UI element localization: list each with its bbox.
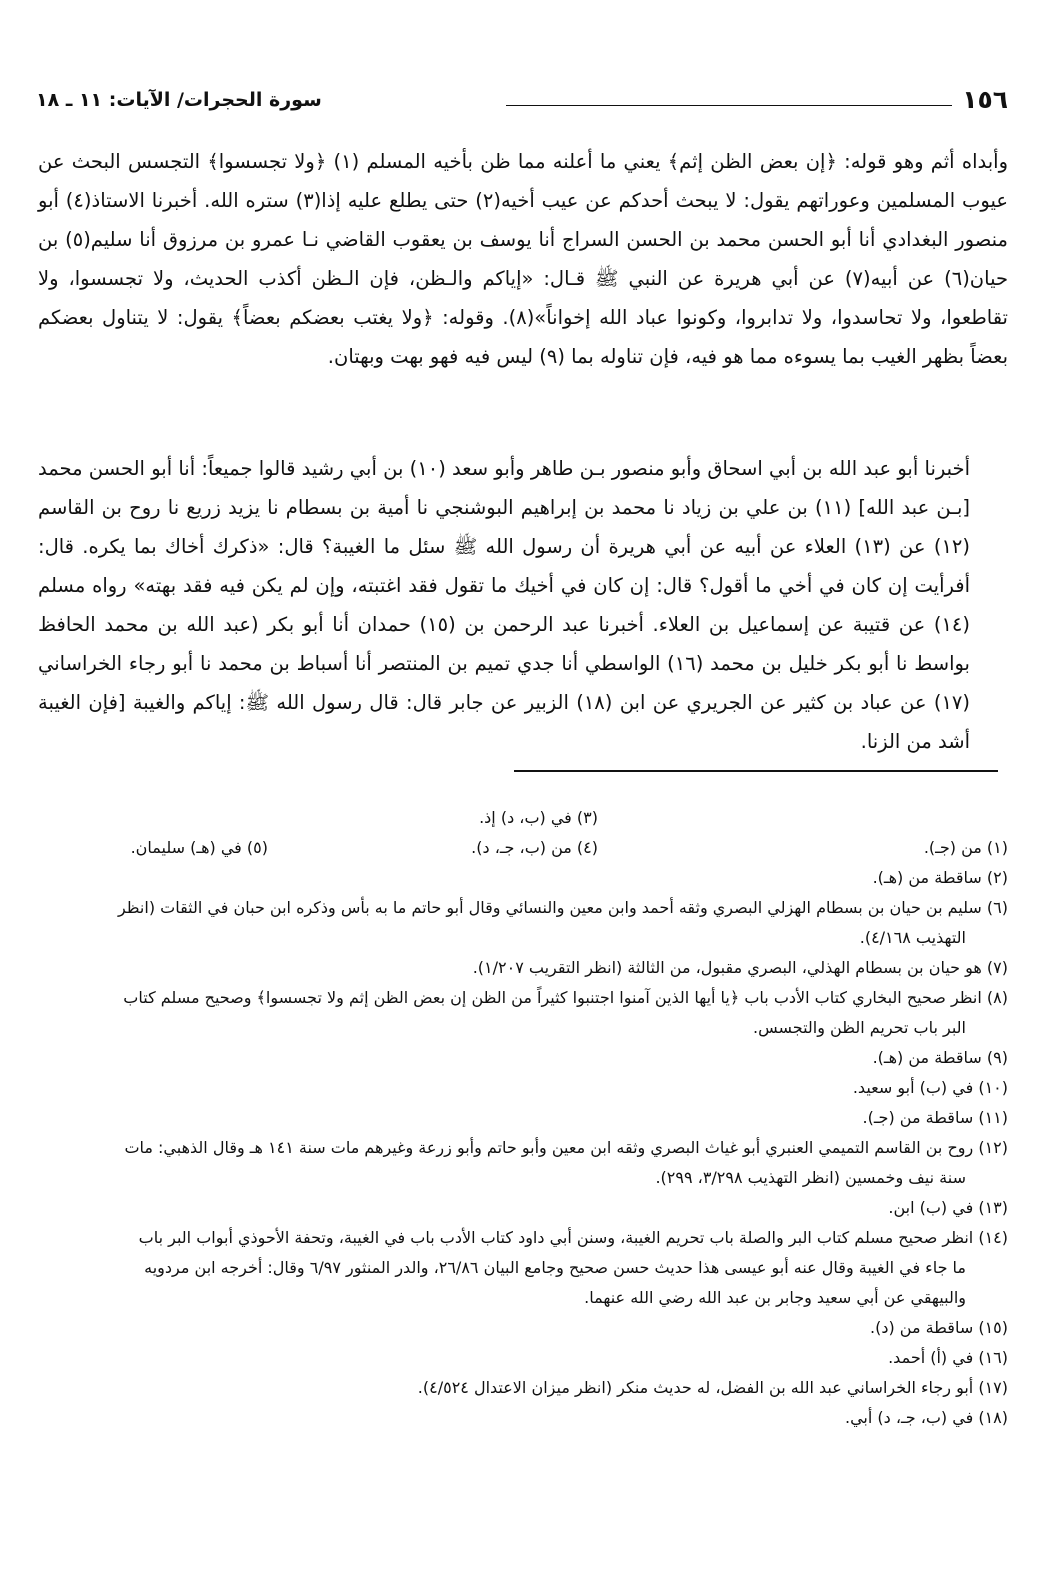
header-rule	[506, 105, 952, 106]
running-title: سورة الحجرات/ الآيات: ١١ ـ ١٨	[36, 89, 322, 111]
page-header	[36, 78, 1008, 122]
footnote-row	[36, 863, 1008, 893]
footnote-8: (٨) انظر صحيح البخاري كتاب الأدب باب ﴿يا أيها الذين آمنوا اجتنبوا كثيراً من الظن إن بعض الظن إثم ولا تجسسوا﴾ وصحيح مسلم كتاب	[123, 988, 1008, 1007]
footnote-8-continuation: البر باب تحريم الظن والتجسس.	[752, 1018, 966, 1037]
body-paragraph-1	[38, 142, 1008, 376]
footnote-12-continuation: سنة نيف وخمسين (انظر التهذيب ٣/٢٩٨، ٢٩٩).	[655, 1168, 966, 1187]
footnotes	[36, 803, 1008, 1433]
paragraph-text: أخبرنا أبو عبد الله بن أبي اسحاق وأبو منصور بـن طاهر وأبو سعد (١٠) بن أبي رشيد قالوا جميعاً: أنا أبو الحسن محمد [بـن عبد الله] (١١) بن علي بن زياد نا محمد بن إبراهيم البوشنجي نا أمية بن بسطام نا يزيد زريع نا روح بن القاسم (١٢) عن (١٣) العلاء عن أبيه عن أبي هريرة أن رسول الله ﷺ سئل ما الغيبة؟ قال: «ذكرك أخاك بما يكره. قال: أفرأيت إن كان في أخي ما أقول؟ قال: إن كان في أخيك ما تقول فقد اغتبته، وإن لم يكن فيه فقد بهته» رواه مسلم (١٤) عن قتيبة عن إسماعيل بن العلاء. أخبرنا عبد الرحمن بن (١٥) حمدان أنا أبو بكر (عبد الله بن محمد الحافظ بواسط نا أبو بكر خليل بن محمد (١٦) الواسطي أنا جدي تميم بن المنتصر أنا أسباط بن محمد نا أبو رجاء الخراساني (١٧) عن عباد بن كثير عن الجريري عن ابن (١٨) الزبير عن جابر قال: قال رسول الله ﷺ: إياكم والغيبة [فإن الغيبة أشد من الزنا.	[38, 457, 970, 753]
footnote-14-continuation: ما جاء في الغيبة وقال عنه أبو عيسى هذا حديث حسن صحيح وجامع البيان ٢٦/٨٦، والدر المنثور ٦/٩٧ وقال: أخرجه ابن مردويه	[144, 1258, 966, 1277]
footnote-row	[36, 833, 1008, 863]
footnote-15: (١٥) ساقطة من (د).	[869, 1318, 1008, 1337]
footnote-11: (١١) ساقطة من (جـ).	[862, 1108, 1008, 1127]
footnote-5: (٥) في (هـ) سليمان.	[130, 838, 268, 857]
footnote-row	[36, 803, 1008, 833]
footnote-17: (١٧) أبو رجاء الخراساني عبد الله بن الفضل، له حديث منكر (انظر ميزان الاعتدال ٤/٥٢٤).	[417, 1378, 1008, 1397]
footnote-2: (٢) ساقطة من (هـ).	[872, 868, 1008, 887]
footnote-12: (١٢) روح بن القاسم التميمي العنبري أبو غياث البصري وثقه ابن معين وأبو حاتم وأبو زرعة وغيرهم مات سنة ١٤١ هـ وقال الذهبي: مات	[124, 1138, 1008, 1157]
footnote-6-continuation: التهذيب ٤/١٦٨).	[859, 928, 966, 947]
footnote-separator	[514, 770, 998, 772]
body-paragraph-2	[38, 449, 1008, 761]
footnote-13: (١٣) في (ب) ابن.	[888, 1198, 1008, 1217]
footnote-14-continuation: والبيهقي عن أبي سعيد وجابر بن عبد الله رضي الله عنهما.	[584, 1288, 966, 1307]
footnote-4: (٤) من (ب، جـ، د).	[471, 838, 598, 857]
paragraph-text: وأبداه أثم وهو قوله: ﴿إن بعض الظن إثم﴾ يعني ما أعلنه مما ظن بأخيه المسلم (١) ﴿ولا تجسسوا﴾ التجسس البحث عن عيوب المسلمين وعوراتهم يقول: لا يبحث أحدكم عن عيب أخيه(٢) حتى يطلع عليه إذا(٣) ستره الله. أخبرنا الاستاذ(٤) أبو منصور البغدادي أنا أبو الحسن محمد بن الحسن السراج أنا يوسف بن يعقوب القاضي نـا عمرو بن مرزوق أنا سليم(٥) بن حيان(٦) عن أبيه(٧) عن أبي هريرة عن النبي ﷺ قـال: «إياكم والـظن، فإن الـظن أكذب الحديث، ولا تجسسوا، ولا تقاطعوا، ولا تحاسدوا، ولا تدابروا، وكونوا عباد الله إخواناً»(٨). وقوله: ﴿ولا يغتب بعضكم بعضاً﴾ يقول: لا يتناول بعضكم بعضاً بظهر الغيب بما يسوءه مما هو فيه، فإن تناوله بما (٩) ليس فيه فهو بهت وبهتان.	[38, 150, 1009, 368]
footnote-9: (٩) ساقطة من (هـ).	[872, 1048, 1008, 1067]
footnote-16: (١٦) في (أ) أحمد.	[888, 1348, 1008, 1367]
footnote-1: (١) من (جـ).	[923, 838, 1008, 857]
footnote-3: (٣) في (ب، د) إذ.	[479, 808, 598, 827]
footnote-7: (٧) هو حيان بن بسطام الهذلي، البصري مقبول، من الثالثة (انظر التقريب ١/٢٠٧).	[472, 958, 1008, 977]
footnote-10: (١٠) في (ب) أبو سعيد.	[852, 1078, 1008, 1097]
page-number: ١٥٦	[962, 85, 1008, 114]
footnote-6: (٦) سليم بن حيان بن بسطام الهزلي البصري وثقه أحمد وابن معين والنسائي وقال أبو حاتم ما به بأس وذكره ابن حبان في الثقات (انظر	[117, 898, 1008, 917]
footnote-18: (١٨) في (ب، جـ، د) أبي.	[845, 1408, 1008, 1427]
footnote-14: (١٤) انظر صحيح مسلم كتاب البر والصلة باب تحريم الغيبة، وسنن أبي داود كتاب الأدب باب في الغيبة، وتحفة الأحوذي أبواب البر باب	[138, 1228, 1008, 1247]
